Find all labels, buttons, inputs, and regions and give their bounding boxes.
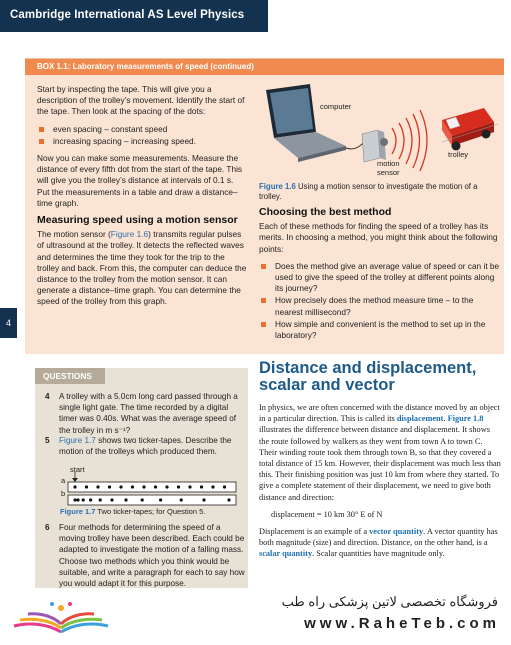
- label-sensor: motion sensor: [377, 159, 400, 177]
- section-paragraph-1: In physics, we are often concerned with the distance moved by an object in a particular direction. This is called its displacement. Figure 1.8 illustrates the difference between distance and displacement. It shows the route followed by walkers as they went from town A to town C. Their winding route took them through town B, so that they covered a total distance of 15 km. However, their displacement was much less than this. Their finishing position was just 10 km from where they started. To give a complete statement of their displacement, we need to give both distance and direction:: [259, 403, 501, 502]
- motion-sensor-icon: [362, 130, 388, 162]
- method-points-list: [259, 261, 501, 341]
- ticker-tape-b: [68, 495, 236, 505]
- section-title: Distance and displacement, scalar and vector: [259, 359, 477, 394]
- tape-dot: [200, 485, 203, 488]
- ticker-tape-a: [68, 482, 236, 492]
- tape-b-label: b: [61, 489, 66, 498]
- method-heading: Choosing the best method: [259, 206, 392, 218]
- laptop-icon: [266, 84, 346, 162]
- keyword: scalar quantity: [259, 549, 313, 559]
- sensor-heading: Measuring speed using a motion sensor: [37, 214, 238, 227]
- tape-dot: [76, 498, 79, 501]
- tape-dot: [73, 485, 76, 488]
- figure-link[interactable]: Figure 1.8: [447, 414, 484, 424]
- tape-dot: [85, 485, 88, 488]
- tape-dot: [227, 498, 230, 501]
- displacement-equation: displacement = 10 km 30° E of N: [271, 509, 383, 519]
- keyword: displacement: [396, 414, 444, 424]
- sensor-paragraph: The motion sensor (Figure 1.6) transmits regular pulses of ultrasound at the trolley. It detects the reflected waves and determines the time they took for the trip to the trolley and back. From this, the computer can deduce the distance to the trolley from the motion sensor. It can generate a distance–time graph. You can determine the speed of the trolley from this graph.: [37, 229, 247, 307]
- questions-tab: [35, 368, 105, 384]
- box-title: BOX 1.1: Laboratory measurements of speed (continued): [37, 62, 254, 71]
- tape-dot: [159, 498, 162, 501]
- section-paragraph-2: Displacement is an example of a vector quantity. A vector quantity has both magnitude (size) and direction. Distance, on the other hand, is a scalar quantity. Scalar quantities have magnitude only.: [259, 527, 498, 559]
- box-header: [25, 59, 504, 75]
- tape-dot: [89, 498, 92, 501]
- tape-dot: [99, 498, 102, 501]
- tape-a-label: a: [61, 476, 66, 485]
- spacing-list: [37, 124, 247, 147]
- tape-dot: [211, 485, 214, 488]
- tape-dot: [73, 498, 76, 501]
- tape-dot: [108, 485, 111, 488]
- list-item: Does the method give an average value of speed or can it be used to give the speed of the trolley at different points along its journey?: [259, 261, 501, 295]
- label-computer: computer: [320, 102, 352, 111]
- page-number: 4: [0, 308, 17, 338]
- tape-dot: [165, 485, 168, 488]
- distance-displacement-section: [259, 360, 501, 566]
- tape-dot: [180, 498, 183, 501]
- measure-paragraph: Now you can make some measurements. Measure the distance of every fifth dot from the start of the tape. This will give you the trolley’s distance at intervals of 0.1 s. Put the measurements in a table and draw a distance–time graph.: [37, 153, 243, 208]
- header-title: Cambridge International AS Level Physics: [10, 9, 245, 21]
- method-intro: Each of these methods for finding the speed of a trolley has its merits. In choosing a method, you might think about the following points:: [259, 221, 498, 254]
- trolley-icon: [442, 108, 494, 151]
- tape-dot: [110, 498, 113, 501]
- tape-dot: [141, 498, 144, 501]
- banner-persian-text: فروشگاه تخصصی لاتین پزشکی راه طب: [281, 594, 498, 609]
- list-item: How precisely does the method measure time – to the nearest millisecond?: [259, 295, 501, 317]
- tape-dot: [188, 485, 191, 488]
- tape-dot: [82, 498, 85, 501]
- tape-dot: [142, 485, 145, 488]
- tape-dot: [131, 485, 134, 488]
- list-item: increasing spacing – increasing speed.: [37, 136, 247, 147]
- book-logo-icon: [8, 598, 114, 640]
- figure-1-6-caption: Figure 1.6 Using a motion sensor to investigate the motion of a trolley.: [259, 182, 478, 201]
- tape-intro: Start by inspecting the tape. This will give you a description of the trolley’s movement. Identify the start of the tape. Then look at the spacing of the dots:: [37, 84, 245, 117]
- keyword: vector quantity: [369, 527, 424, 537]
- tape-start-label: start: [70, 465, 85, 474]
- banner-url[interactable]: www.RaheTeb.com: [304, 615, 500, 632]
- tape-dot: [202, 498, 205, 501]
- running-header: [0, 0, 268, 32]
- questions-label: QUESTIONS: [43, 371, 92, 381]
- tape-dot: [154, 485, 157, 488]
- figure-link[interactable]: Figure 1.7: [59, 436, 96, 445]
- tape-dot: [119, 485, 122, 488]
- list-item: even spacing – constant speed: [37, 124, 247, 135]
- list-item: How simple and convenient is the method to set up in the laboratory?: [259, 319, 501, 341]
- figure-1-7-caption: Figure 1.7 Two ticker-tapes; for Question 5.: [60, 507, 206, 516]
- box-left-column: [37, 84, 247, 314]
- tape-dot: [124, 498, 127, 501]
- box-right-column: [259, 205, 501, 347]
- tape-dot: [223, 485, 226, 488]
- tape-dot: [96, 485, 99, 488]
- label-trolley: trolley: [448, 150, 469, 159]
- tape-dot: [177, 485, 180, 488]
- figure-link[interactable]: Figure 1.6: [110, 229, 149, 240]
